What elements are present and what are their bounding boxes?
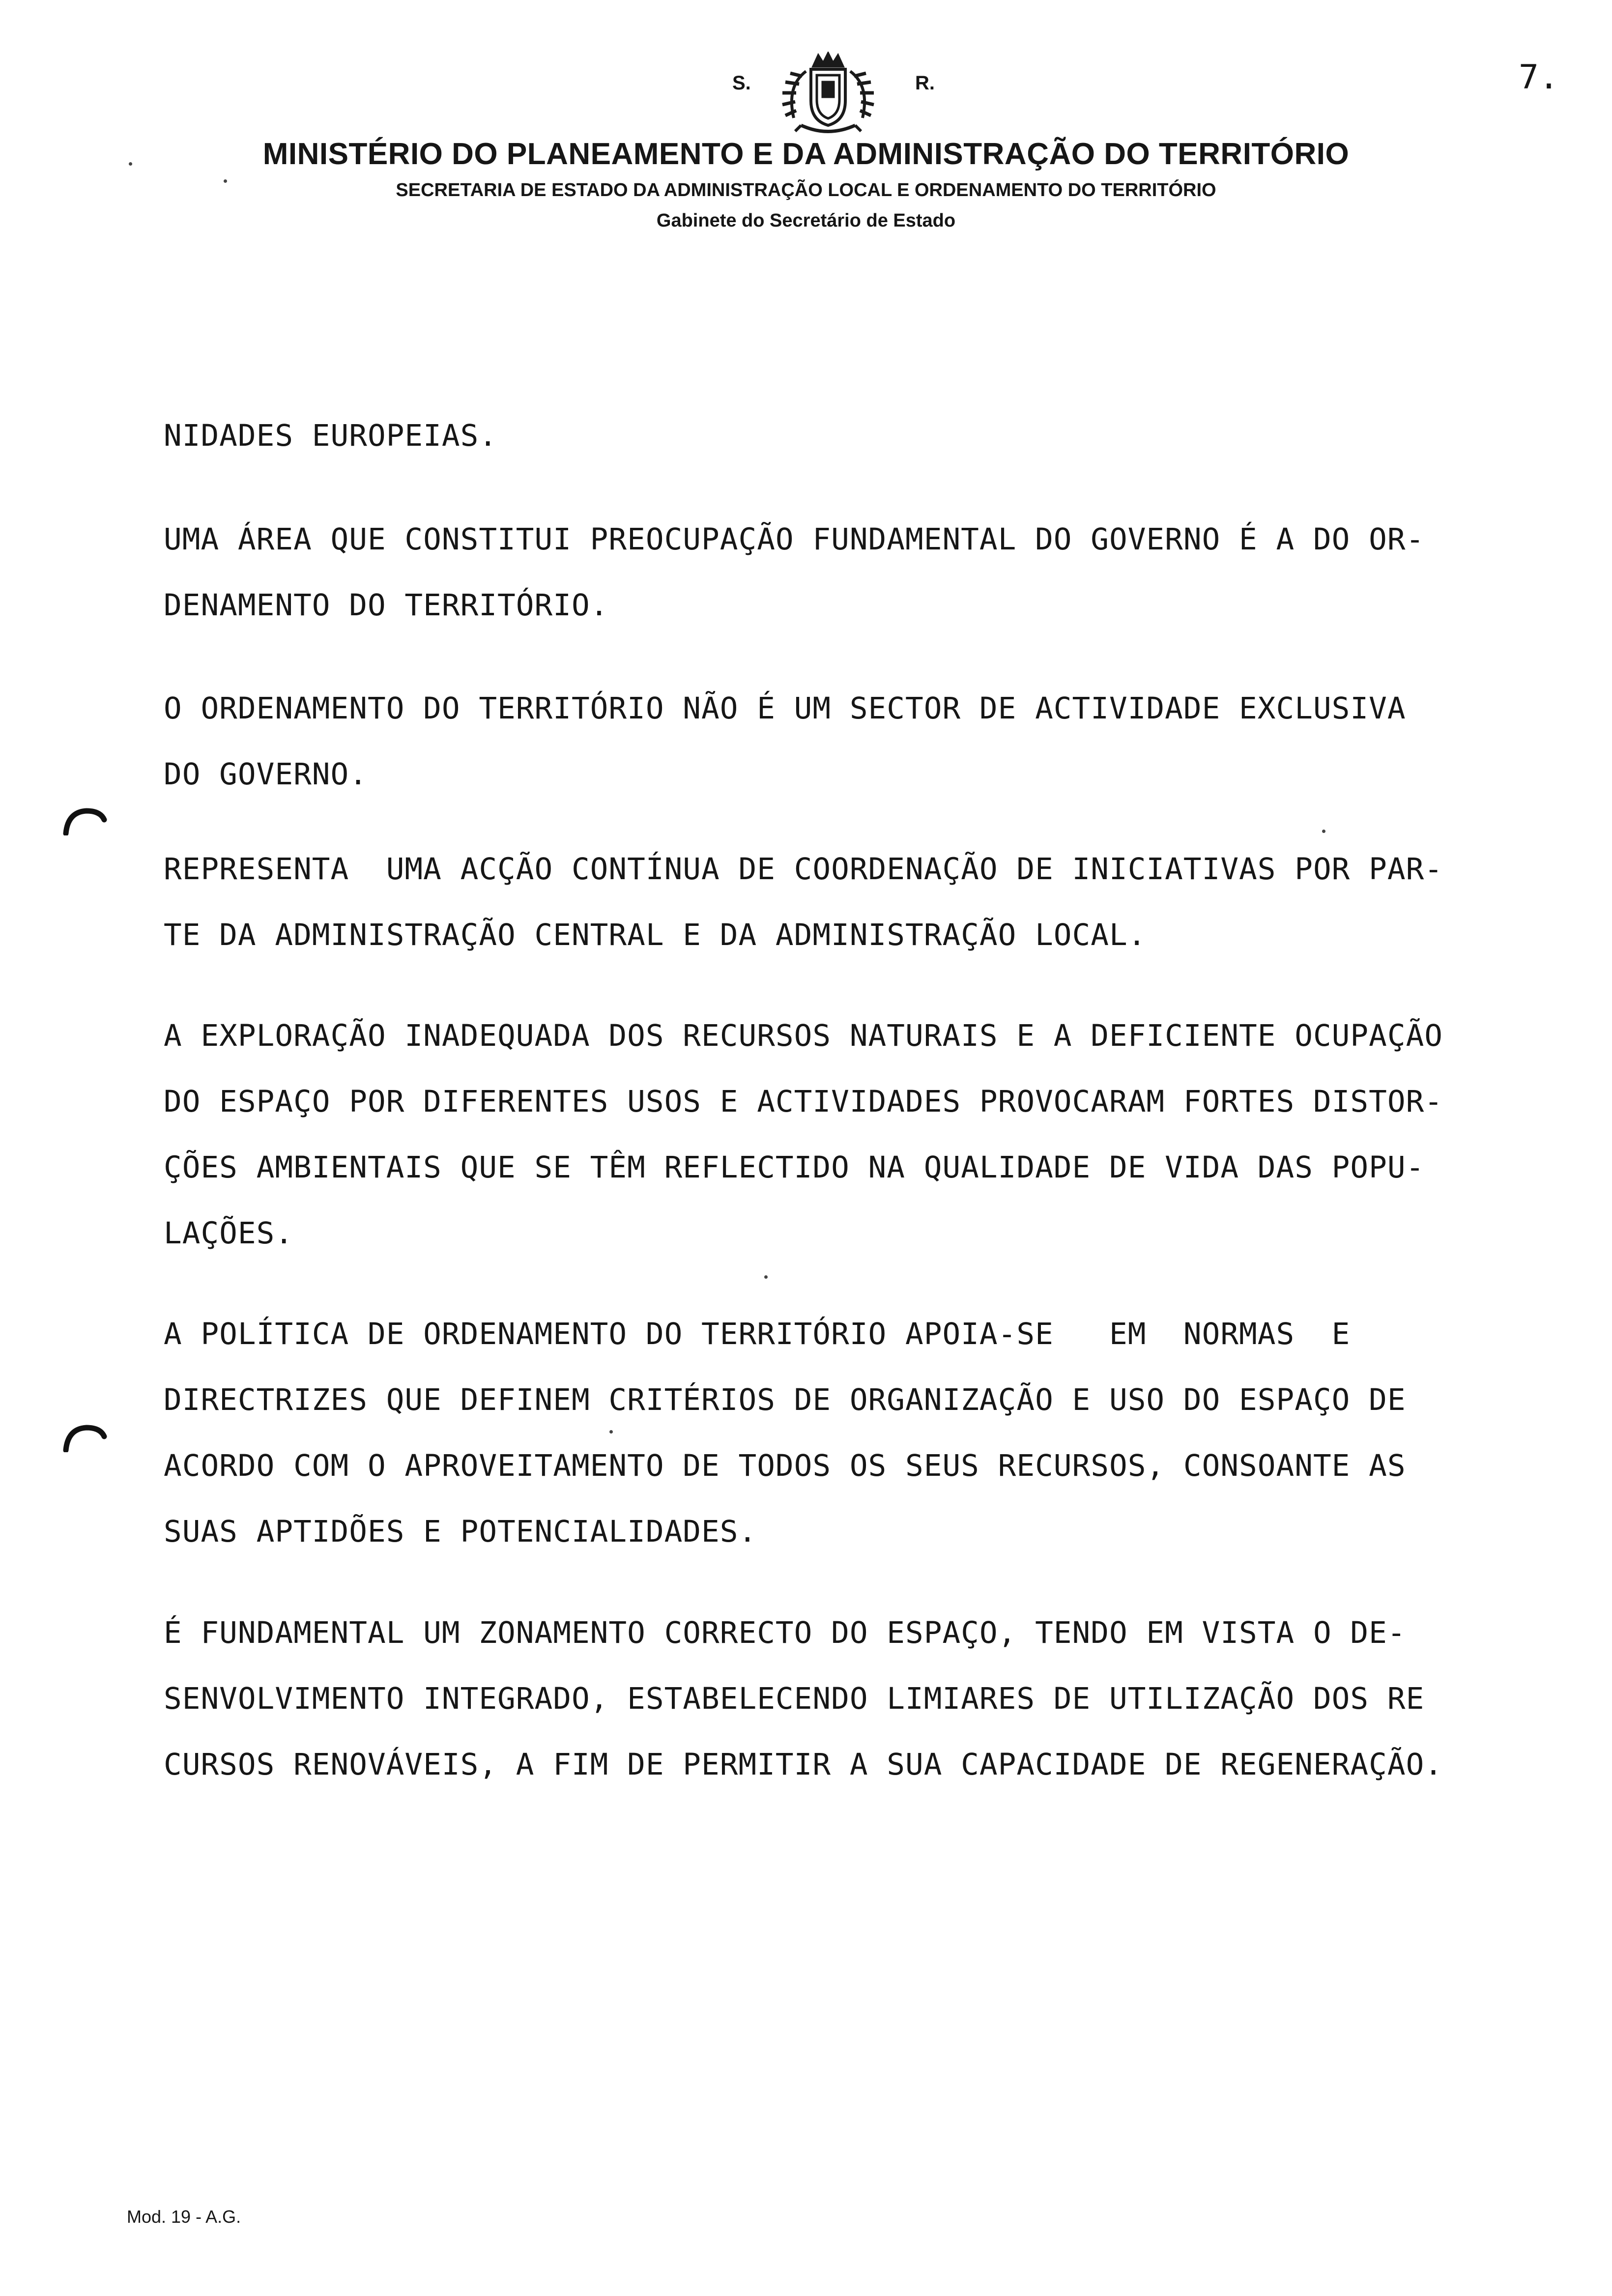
paragraph-2: UMA ÁREA QUE CONSTITUI PREOCUPAÇÃO FUNDAMENTAL DO GOVERNO É A DO OR- DENAMENTO DO TERRITÓRIO. (164, 522, 1425, 623)
letterhead-sr-row (713, 52, 958, 135)
scan-speck (764, 1275, 768, 1279)
page-number: 7. (1519, 58, 1559, 97)
letterhead-right-letter: R. (915, 72, 935, 94)
scan-speck (609, 1430, 613, 1434)
form-code: Mod. 19 - A.G. (127, 2207, 241, 2227)
scan-speck (1322, 830, 1325, 833)
scan-speck (224, 179, 227, 183)
paragraph-7: É FUNDAMENTAL UM ZONAMENTO CORRECTO DO ESPAÇO, TENDO EM VISTA O DE- SENVOLVIMENTO INTEGRADO, ESTABELECENDO LIMIARES DE UTILIZAÇÃO DOS RE CURSOS RENOVÁVEIS, A FIM DE PERMITIR A SUA CAPACIDADE DE REGENERAÇÃO. (164, 1615, 1443, 1782)
secretariat-heading: SECRETARIA DE ESTADO DA ADMINISTRAÇÃO LOCAL E ORDENAMENTO DO TERRITÓRIO (396, 180, 1216, 201)
scan-speck (129, 162, 132, 166)
paragraph-3: O ORDENAMENTO DO TERRITÓRIO NÃO É UM SECTOR DE ACTIVIDADE EXCLUSIVA DO GOVERNO. (164, 691, 1406, 792)
paragraph-5: A EXPLORAÇÃO INADEQUADA DOS RECURSOS NATURAIS E A DEFICIENTE OCUPAÇÃO DO ESPAÇO POR DIFERENTES USOS E ACTIVIDADES PROVOCARAM FORTES DISTOR- ÇÕES AMBIENTAIS QUE SE TÊM REFLECTIDO NA QUALIDADE DE VIDA DAS POPU- LAÇÕES. (164, 1018, 1443, 1251)
ministry-heading: MINISTÉRIO DO PLANEAMENTO E DA ADMINISTRAÇÃO DO TERRITÓRIO (262, 137, 1350, 171)
paragraph-6: A POLÍTICA DE ORDENAMENTO DO TERRITÓRIO APOIA-SE EM NORMAS E DIRECTRIZES QUE DEFINEM CRITÉRIOS DE ORGANIZAÇÃO E USO DO ESPAÇO DE ACORDO COM O APROVEITAMENTO DE TODOS OS SEUS RECURSOS, CONSOANTE AS SUAS APTIDÕES E POTENCIALIDADES. (164, 1317, 1406, 1549)
letterhead-left-letter: S. (732, 72, 751, 94)
paragraph-1: NIDADES EUROPEIAS. (164, 418, 498, 453)
punch-hole-mark (63, 1423, 107, 1452)
cabinet-heading: Gabinete do Secretário de Estado (656, 210, 956, 231)
punch-hole-mark (63, 806, 107, 835)
paragraph-4: REPRESENTA UMA ACÇÃO CONTÍNUA DE COORDENAÇÃO DE INICIATIVAS POR PAR- TE DA ADMINISTRAÇÃO CENTRAL E DA ADMINISTRAÇÃO LOCAL. (164, 852, 1443, 952)
coat-of-arms-icon (772, 52, 885, 135)
